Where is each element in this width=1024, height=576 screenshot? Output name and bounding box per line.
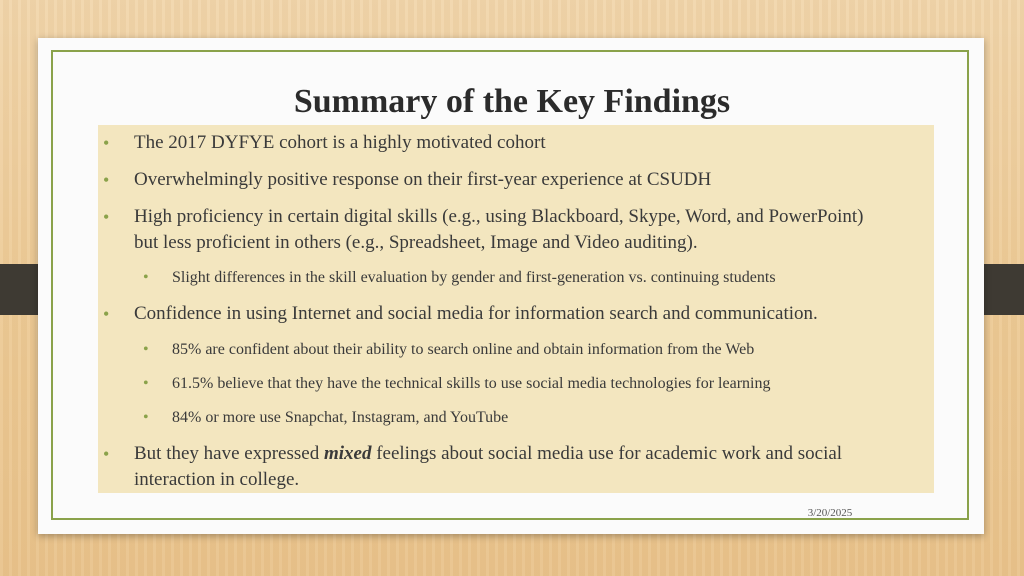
bullet-digital-skills	[103, 204, 924, 256]
bullet-text: 61.5% believe that they have the technical skills to use social media technologies for learning	[172, 375, 771, 392]
bullet-text: 85% are confident about their ability to search online and obtain information from the Web	[172, 341, 755, 358]
bullet-icon: •	[103, 133, 110, 153]
bullet-text: Slight differences in the skill evaluation by gender and first-generation vs. continuing students	[172, 269, 776, 286]
bullet-mixed-feelings	[103, 441, 924, 493]
bullet-icon: •	[103, 444, 110, 464]
subbullet-skill-differences	[143, 265, 924, 291]
bullet-text: 84% or more use Snapchat, Instagram, and YouTube	[172, 409, 509, 426]
bullet-text: Confidence in using Internet and social media for information search and communication.	[134, 303, 818, 324]
slide-date: 3/20/2025	[807, 507, 853, 519]
bullet-icon: •	[143, 375, 149, 392]
bullet-icon: •	[103, 170, 110, 190]
bullet-text-line1: High proficiency in certain digital skills (e.g., using Blackboard, Skype, Word, and PowerPoint)	[134, 206, 864, 227]
bullet-icon: •	[143, 409, 149, 426]
bullet-text-line2: but less proficient in others (e.g., Spreadsheet, Image and Video auditing).	[134, 232, 698, 253]
bullet-icon: •	[103, 304, 110, 324]
bullet-text-line2: interaction in college.	[134, 469, 300, 490]
bullet-text-after: feelings about social media use for academic work and social	[371, 443, 843, 464]
bullet-icon: •	[143, 269, 149, 286]
bullet-text-before: But they have expressed	[134, 443, 324, 464]
bullet-icon: •	[143, 341, 149, 358]
slide-title: Summary of the Key Findings	[293, 83, 731, 120]
bullet-internet-confidence	[103, 301, 924, 327]
emphasis-mixed: mixed	[323, 443, 372, 464]
subbullet-app-usage	[143, 405, 924, 431]
bullet-text: The 2017 DYFYE cohort is a highly motivated cohort	[134, 132, 546, 153]
bullet-text: Overwhelmingly positive response on their first-year experience at CSUDH	[134, 169, 712, 190]
subbullet-technical-skills	[143, 371, 924, 397]
bullet-positive-response	[103, 167, 924, 193]
subbullet-search-online	[143, 337, 924, 363]
bullet-icon: •	[103, 207, 110, 227]
bullet-motivated-cohort	[103, 130, 924, 156]
